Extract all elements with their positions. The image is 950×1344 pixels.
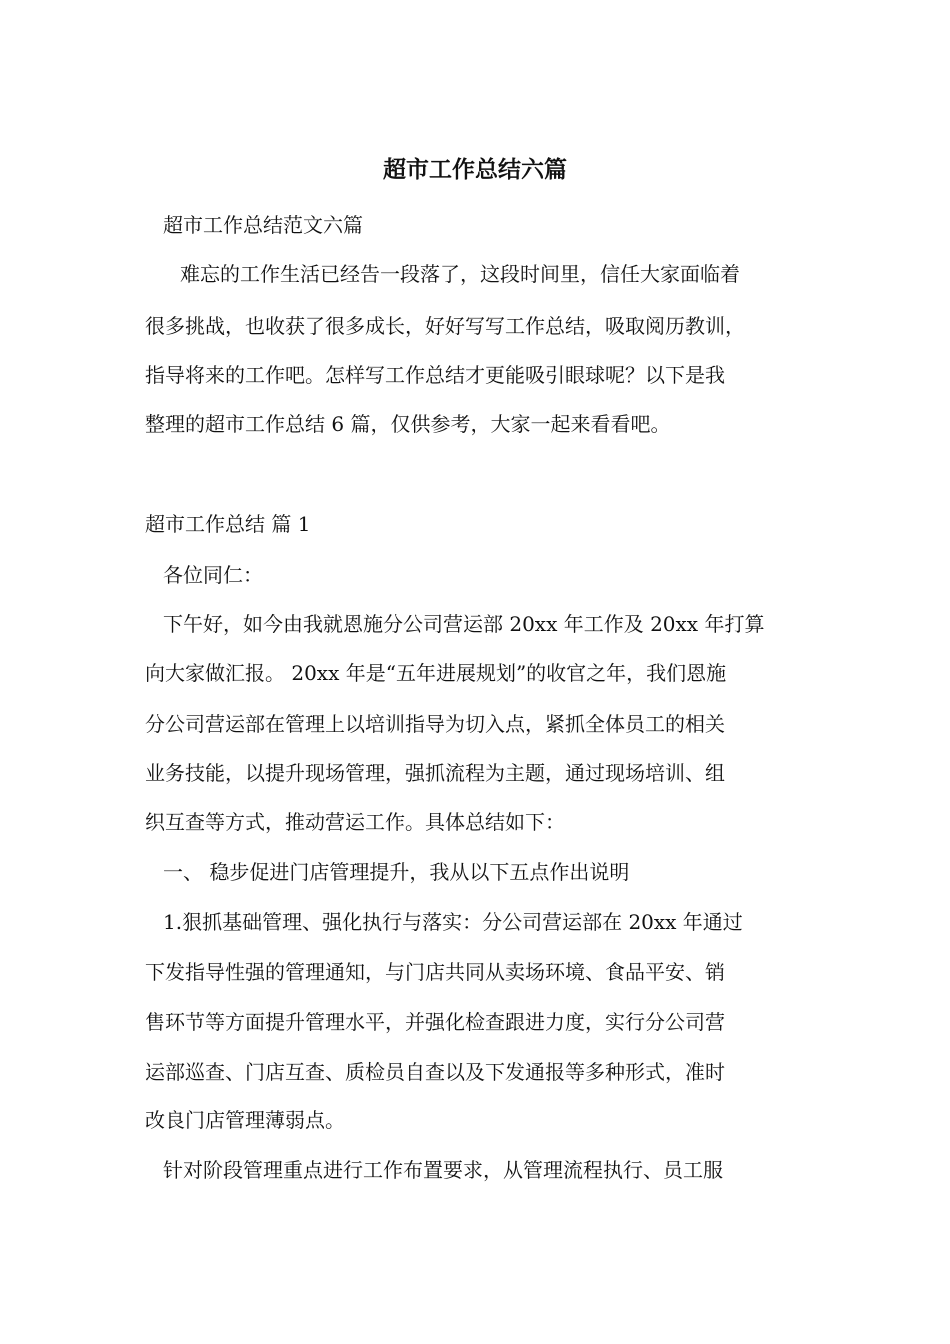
body-line-7: 1.狠抓基础管理、强化执行与落实：分公司营运部在 20xx 年通过: [163, 910, 743, 934]
body-line-4: 业务技能，以提升现场管理，强抓流程为主题，通过现场培训、组: [145, 761, 725, 785]
intro-line-4: 整理的超市工作总结 6 篇，仅供参考，大家一起来看看吧。: [145, 412, 671, 436]
section-heading: 超市工作总结 篇 1: [145, 512, 311, 536]
document-title: 超市工作总结六篇: [383, 156, 567, 183]
intro-line-1: 难忘的工作生活已经告一段落了，这段时间里，信任大家面临着: [180, 262, 740, 286]
body-line-6: 一、 稳步促进门店管理提升，我从以下五点作出说明: [163, 860, 630, 884]
body-line-9: 售环节等方面提升管理水平，并强化检查跟进力度，实行分公司营: [145, 1010, 725, 1034]
body-line-11: 改良门店管理薄弱点。: [145, 1108, 345, 1132]
body-line-8: 下发指导性强的管理通知，与门店共同从卖场环境、食品平安、销: [145, 960, 725, 984]
document-subtitle: 超市工作总结范文六篇: [163, 213, 363, 237]
body-line-3: 分公司营运部在管理上以培训指导为切入点，紧抓全体员工的相关: [145, 712, 725, 736]
greeting: 各位同仁：: [163, 563, 263, 587]
body-line-12: 针对阶段管理重点进行工作布置要求，从管理流程执行、员工服: [163, 1158, 723, 1182]
body-line-2: 向大家做汇报。 20xx 年是“五年进展规划”的收官之年，我们恩施: [145, 661, 727, 685]
intro-line-3: 指导将来的工作吧。怎样写工作总结才更能吸引眼球呢？以下是我: [145, 363, 725, 387]
body-line-1: 下午好，如今由我就恩施分公司营运部 20xx 年工作及 20xx 年打算: [163, 612, 765, 636]
body-line-5: 织互查等方式，推动营运工作。具体总结如下：: [145, 810, 565, 834]
body-line-10: 运部巡查、门店互查、质检员自查以及下发通报等多种形式，准时: [145, 1060, 725, 1084]
intro-line-2: 很多挑战，也收获了很多成长，好好写写工作总结，吸取阅历教训，: [145, 314, 745, 338]
